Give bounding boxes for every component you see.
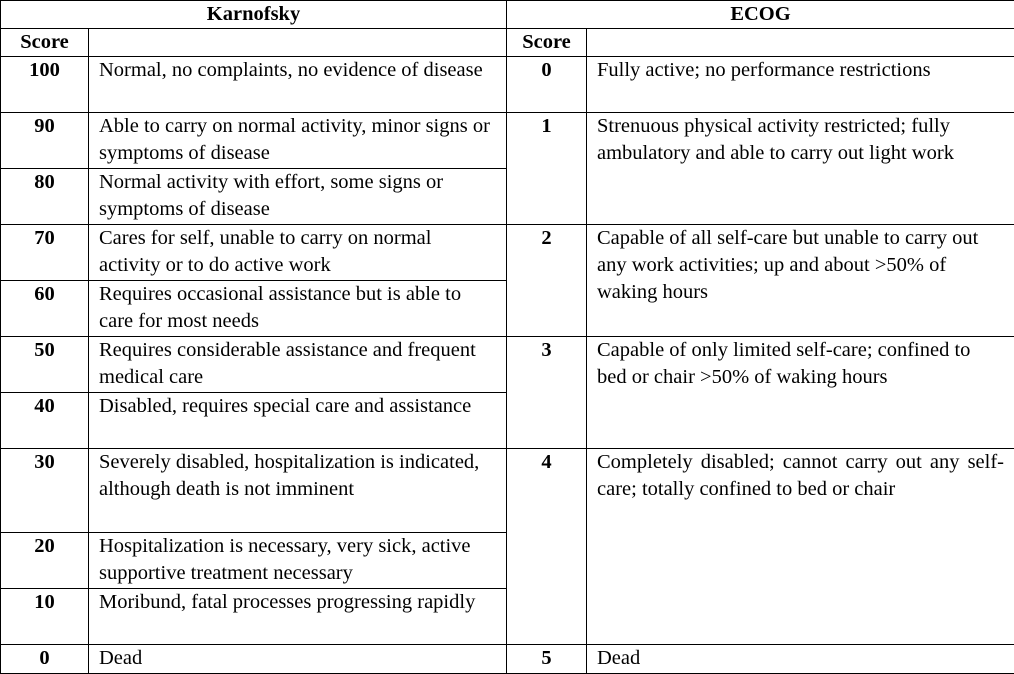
- ecog-score-header: Score: [507, 29, 587, 57]
- ecog-description: Capable of all self-care but unable to carry out any work activities; up and about >50% of waking hours: [587, 225, 1014, 337]
- karnofsky-score: 0: [1, 645, 89, 674]
- table-row: [1, 113, 1014, 169]
- karnofsky-description: Dead: [89, 645, 507, 674]
- ecog-score: 4: [507, 449, 587, 645]
- ecog-score: 3: [507, 337, 587, 449]
- karnofsky-description: Moribund, fatal processes progressing rapidly: [89, 589, 507, 645]
- karnofsky-description: Normal, no complaints, no evidence of disease: [89, 57, 507, 113]
- karnofsky-description-header: [89, 29, 507, 57]
- table-row: [1, 225, 1014, 281]
- table-row: [1, 645, 1014, 674]
- table-row: [1, 337, 1014, 393]
- ecog-score: 5: [507, 645, 587, 674]
- karnofsky-description: Requires considerable assistance and frequent medical care: [89, 337, 507, 393]
- karnofsky-description: Disabled, requires special care and assistance: [89, 393, 507, 449]
- ecog-description-header: [587, 29, 1014, 57]
- column-header-row: [1, 29, 1014, 57]
- karnofsky-description: Cares for self, unable to carry on normal activity or to do active work: [89, 225, 507, 281]
- karnofsky-description: Able to carry on normal activity, minor signs or symptoms of disease: [89, 113, 507, 169]
- karnofsky-score: 10: [1, 589, 89, 645]
- karnofsky-score: 80: [1, 169, 89, 225]
- karnofsky-header: Karnofsky: [1, 1, 507, 29]
- group-header-row: [1, 1, 1014, 29]
- ecog-score: 1: [507, 113, 587, 225]
- karnofsky-score: 60: [1, 281, 89, 337]
- table-row: [1, 449, 1014, 533]
- ecog-description: Completely disabled; cannot carry out any self-care; totally confined to bed or chair: [587, 449, 1014, 645]
- ecog-header: ECOG: [507, 1, 1014, 29]
- karnofsky-score: 90: [1, 113, 89, 169]
- karnofsky-score: 100: [1, 57, 89, 113]
- karnofsky-score: 30: [1, 449, 89, 533]
- karnofsky-score: 50: [1, 337, 89, 393]
- karnofsky-score-header: Score: [1, 29, 89, 57]
- karnofsky-description: Severely disabled, hospitalization is indicated, although death is not imminent: [89, 449, 507, 533]
- karnofsky-score: 70: [1, 225, 89, 281]
- karnofsky-score: 20: [1, 533, 89, 589]
- table-row: [1, 57, 1014, 113]
- ecog-description: Capable of only limited self-care; confined to bed or chair >50% of waking hours: [587, 337, 1014, 449]
- ecog-score: 2: [507, 225, 587, 337]
- ecog-description: Dead: [587, 645, 1014, 674]
- karnofsky-description: Hospitalization is necessary, very sick, active supportive treatment necessary: [89, 533, 507, 589]
- karnofsky-description: Requires occasional assistance but is able to care for most needs: [89, 281, 507, 337]
- karnofsky-description: Normal activity with effort, some signs or symptoms of disease: [89, 169, 507, 225]
- karnofsky-score: 40: [1, 393, 89, 449]
- ecog-score: 0: [507, 57, 587, 113]
- ecog-description: Strenuous physical activity restricted; fully ambulatory and able to carry out light work: [587, 113, 1014, 225]
- ecog-description: Fully active; no performance restrictions: [587, 57, 1014, 113]
